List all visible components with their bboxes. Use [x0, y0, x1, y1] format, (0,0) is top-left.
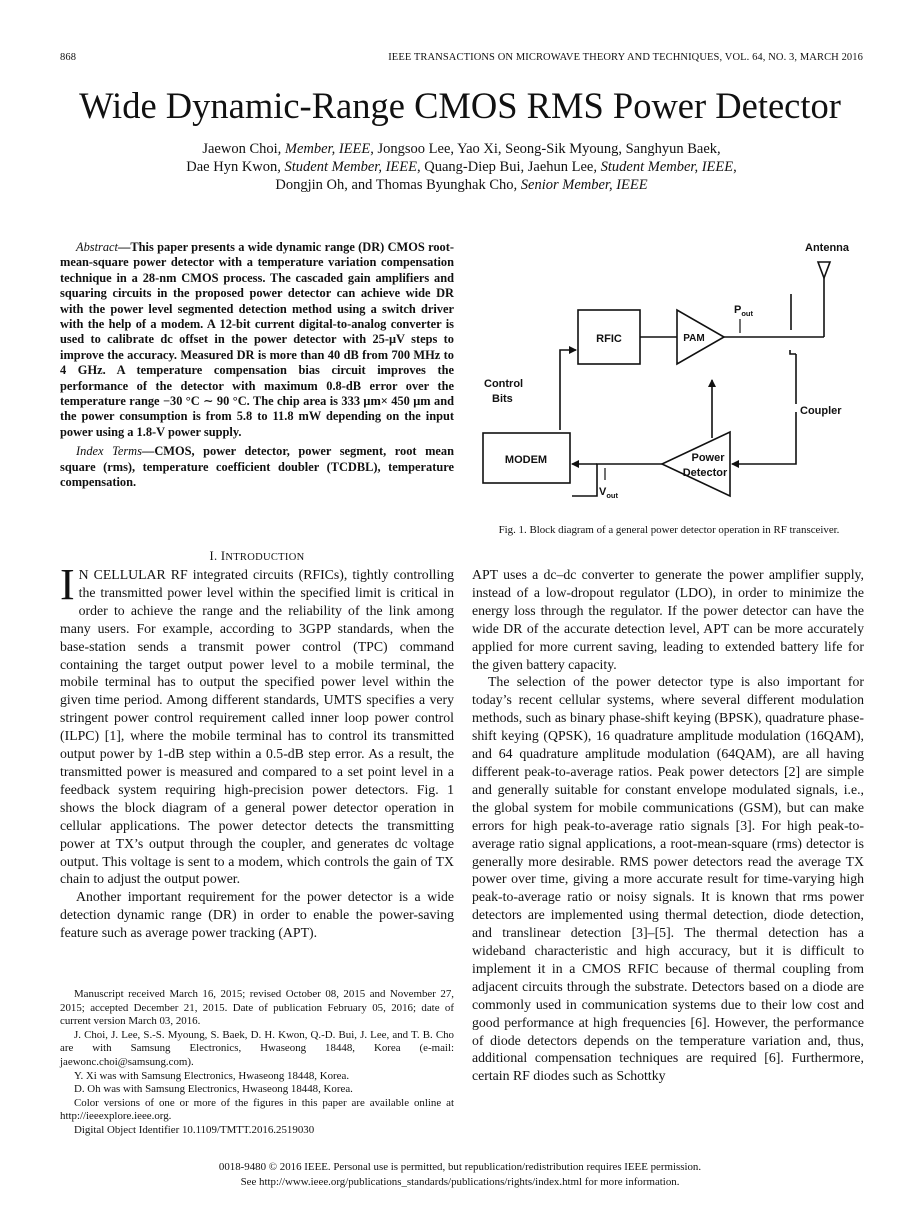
author-names: , Quang-Diep Bui, Jaehun Lee: [417, 159, 594, 176]
right-paragraph-2: The selection of the power detector type is also important for today’s recent cellular systems, where several different modulation methods, such as binary phase-shift keying (BPSK), quadrature phase-shift keying (QPSK), 16 quadrature amplitude modulation (16QAM), and 64 quadrature amplitude modulation (64QAM), are all having different peak-to-average ratios. Peak power detectors [2] are simple and generally suitable for constant envelope modulated signals, i.e., the global system for mobile communications (GSM), but can make errors for high peak-to-average ratio signals [3]. For high peak-to-average ratio signal applications, a root-mean-square (rms) detector is generally more desirable. RMS power detectors read the average TX power over time, giving a more accurate result for time-varying high peak-to-average ratio or noisy signals. It is known that rms power detectors are implemented using thermal detection, diode detection, and translinear detection [3]–[5]. The thermal detection has a wideband characteristic and high accuracy, but it is difficult to implement it in a CMOS RFIC because of thermal coupling from adjacent circuits through the substrate. Detectors based on a diode are commonly used in communication systems due to their low cost and good performance at high frequencies [6]. However, the performance of diode detectors depends on the temperature variation and, thus, additional compensation techniques are required [6]. Furthermore, certain RF diodes such as Schottky: [472, 674, 864, 1084]
author-list: [60, 140, 863, 195]
footnote-affiliation: J. Choi, J. Lee, S.-S. Myoung, S. Baek, D. H. Kwon, Q.-D. Bui, J. Lee, and T. B. Cho are with Samsung Electronics, Hwaseong 18448, Korea (e-mail: jaewonc.choi@samsung.com).: [60, 1028, 454, 1068]
control-label: Control: [484, 378, 524, 390]
footnote-received: Manuscript received March 16, 2015; revised October 08, 2015 and November 27, 2015; accepted December 21, 2015. Date of publication February 05, 2016; date of current version March 03, 2016.: [60, 988, 454, 1028]
detector-label: Detector: [682, 467, 728, 479]
author-membership: , Senior Member, IEEE: [513, 177, 648, 194]
abstract-block: [60, 240, 454, 491]
modem-label: MODEM: [504, 454, 548, 466]
copyright-line: 0018-9480 © 2016 IEEE. Personal use is permitted, but republication/redistribution requires IEEE permission.: [218, 1161, 702, 1173]
antenna-icon: [818, 262, 830, 278]
abstract-label: Abstract: [76, 240, 118, 254]
intro-paragraph-2: Another important requirement for the power detector is a wide detection dynamic range (DR) in order to enable the power-saving feature such as average power tracking (APT).: [60, 889, 454, 941]
rfic-label: RFIC: [596, 333, 622, 345]
page-number: 868: [60, 52, 77, 63]
rights-link-line: See http://www.ieee.org/publications_standards/publications/rights/index.html for more information.: [240, 1175, 680, 1188]
running-header: IEEE TRANSACTIONS ON MICROWAVE THEORY AND TECHNIQUES, VOL. 64, NO. 3, MARCH 2016: [388, 52, 863, 63]
author-sep: ,: [733, 159, 737, 176]
footnote-color: Color versions of one or more of the figures in this paper are available online at http://ieeexplore.ieee.org.: [60, 1096, 454, 1123]
introduction-text: [60, 560, 454, 942]
author-line-3: [60, 176, 863, 194]
right-column-text: [472, 566, 864, 1085]
author-membership: , Student Member, IEEE: [593, 159, 734, 176]
pout-label: $P_{out}$: [734, 304, 754, 318]
footnote-doi: Digital Object Identifier 10.1109/TMTT.2016.2519030: [74, 1123, 315, 1136]
author-membership: , Member, IEEE: [277, 141, 371, 157]
antenna-label: Antenna: [805, 242, 849, 254]
section-title-rest: NTRODUCTION: [225, 552, 305, 563]
figure-1-block-diagram: [472, 232, 866, 516]
right-paragraph-1: APT uses a dc–dc converter to generate the power amplifier supply, instead of a low-dropout regulator (LDO), in order to minimize the energy loss through the regulator. If the power detector can have the wide DR of the accurate detection level, APT can be more accurately applied for more current saving, leading to extended battery life for the given battery capacity.: [472, 567, 864, 672]
section-heading: [60, 549, 454, 564]
author-names: Dongjin Oh, and Thomas Byunghak Cho: [275, 177, 514, 194]
power-detector-block: [662, 432, 730, 496]
footnote-xi: Y. Xi was with Samsung Electronics, Hwaseong 18448, Korea.: [74, 1069, 350, 1082]
author-line-1: [60, 140, 863, 158]
abstract: [60, 240, 454, 440]
vout-label: $V_{out}$: [599, 486, 619, 500]
pam-label: PAM: [683, 333, 705, 344]
block-diagram-svg: [472, 232, 866, 516]
footnotes: [60, 988, 454, 1138]
intro-paragraph-1: [60, 560, 454, 888]
coupler-to-detector-line: [732, 412, 796, 464]
index-terms-label: Index Terms: [76, 444, 142, 459]
index-terms-text: —CMOS, power detector, power segment, root mean square (rms), temperature coefficient doubler (TCDBL), temperature compensation.: [60, 444, 454, 490]
footnote-oh: D. Oh was with Samsung Electronics, Hwaseong 18448, Korea.: [74, 1083, 353, 1096]
index-terms: [60, 444, 454, 490]
paper-title: Wide Dynamic-Range CMOS RMS Power Detector: [79, 85, 841, 126]
control-bits-line: [560, 350, 576, 430]
author-names: , Jongsoo Lee, Yao Xi, Seong-Sik Myoung, Sanghyun Baek,: [370, 141, 721, 157]
bits-label: Bits: [492, 393, 513, 405]
copyright-footer: [0, 1160, 920, 1189]
drop-cap: I: [60, 560, 75, 609]
author-line-2: [60, 158, 863, 176]
author-name: Jaewon Choi: [202, 141, 278, 157]
abstract-text: —This paper presents a wide dynamic range (DR) CMOS root-mean-square power detector with a temperature variation compensation technique in a 28-nm CMOS process. The cascaded gain amplifiers and squaring circuits in the proposed power detector can achieve wide DR with the power level segmented detection method using a switch driver with the help of a modem. A 12-bit current digital-to-analog converter is used to calibrate dc offset in the power detector with 25-μV steps to improve the accuracy. Measured DR is more than 40 dB from 700 MHz to 4 GHz. A temperature compensation bias circuit improves the performance of the detector with maximum 0.8-dB error over the temperature range −30 °C ∼ 90 °C. The chip area is 333 μm× 450 μm and the power consumption is from 5.8 to 11.8 mW depending on the input power using a 1.8-V power supply.: [60, 240, 454, 439]
section-first-letter: I: [220, 549, 226, 563]
section-numeral: I.: [209, 549, 221, 563]
intro-paragraph-1-text: N CELLULAR RF integrated circuits (RFICs), tightly controlling the transmitted power level within the specified limit is critical in order to achieve the range and the reliability of the link among many users. For example, according to 3GPP standards, when the base-station sends a transmit power control (TPC) command containing the target output power level to a mobile terminal, the mobile terminal has to output the specified power level within the given time period. Among different standards, UMTS specifies a very stringent power control requirement called inner loop power control (ILPC) [1], where the mobile terminal has to control its transmitted output power by 1-dB step within a 0.5-dB step error. As a result, the transmitted power is measured and compared to a set point level in a feedback system requiring high-precision power detectors. Fig. 1 shows the block diagram of a general power detector operation in cellular applications. The power detector detects the transmitting power at TX’s output through the coupler, and generates dc voltage output. This voltage is sent to a modem, which controls the gain of TX chain to adjust the output power.: [60, 567, 454, 887]
author-name: Dae Hyn Kwon: [186, 159, 278, 176]
coupler-label: Coupler: [800, 405, 842, 417]
author-membership: , Student Member, IEEE: [277, 159, 417, 176]
figure-1-caption: Fig. 1. Block diagram of a general power detector operation in RF transceiver.: [498, 524, 840, 536]
power-label: Power: [691, 452, 725, 464]
